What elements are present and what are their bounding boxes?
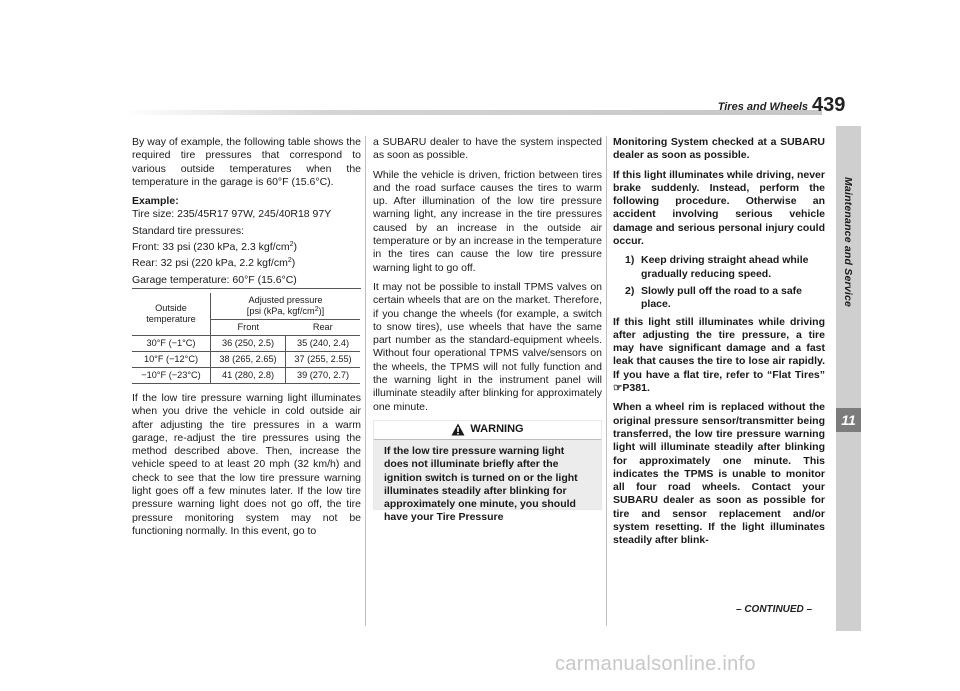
wheel-rim-paragraph: When a wheel rim is replaced without the original pressure sensor/transmitter being transferred, the low tire pressure warning light will illuminate steadily after blinking for approximately one minute. This indicates the TPMS is unable to monitor all four road wheels. Contact your SUBARU dealer as soon as possible for tire and sensor replacement and/or system resetting. If the light illuminates steadily after blink- [613,401,825,547]
dealer-paragraph: a SUBARU dealer to have the system inspected as soon as possible. [373,136,602,162]
page-reference-link[interactable]: P381. [622,382,650,395]
table-header-outside: Outside temperature [132,293,211,336]
tire-size: Tire size: 235/45R17 97W, 245/40R18 97Y [132,208,332,221]
monitoring-paragraph: Monitoring System checked at a SUBARU dealer as soon as possible. [613,136,825,162]
example-label: Example: [132,195,179,208]
tpms-valves-paragraph: It may not be possible to install TPMS valves on certain wheels that are on the market. Therefore, if you change the wheels (for example, a switch to snow tires), use wheels that have the same part number as the standard-equipment wheels. Without four operational TPMS valve/sensors on the wheels, the TPMS will not fully function and the warning light in the instrument panel will illuminate steadily after blinking for approximately one minute. [373,280,602,413]
chapter-number: 11 [836,408,861,432]
warning-header [374,421,601,440]
column-left [132,136,361,544]
intro-paragraph: By way of example, the following table shows the required tire pressures that correspond to various outside temperatures when the temperature in the garage is 60°F (15.6°C). [132,136,361,188]
column-right [613,136,825,554]
table-header-adjusted: Adjusted pressure [psi (kPa, kgf/$cm^2$)] [211,293,361,320]
reference-icon: ☞ [613,382,623,395]
standard-pressures-label: Standard tire pressures: [132,224,245,237]
warning-triangle-icon [451,423,465,436]
warning-title: WARNING [470,423,524,436]
list-item: 2) Slowly pull off the road to a safe place. [625,284,803,311]
table-header-front: Front [211,319,286,335]
section-title: Tires and Wheels [717,101,808,113]
flat-tire-paragraph: If this light still illuminates while driving after adjusting the tire pressure, a tire may have significant damage and a fast leak that causes the tire to lose air rapidly. If you have a flat tire, refer to “Flat Tires” ☞P381. [613,315,825,395]
friction-paragraph: While the vehicle is driven, friction between tires and the road surface causes the tires to warm up. After illumination of the low tire pressure warning light, any increase in the tire pressures caused by an increase in the outside air temperature or by an increase in the temperature in the tires can cause the low tire pressure warning light to go off. [373,168,602,274]
column-divider [365,136,366,626]
column-divider [606,136,607,626]
page-number: 439 [812,94,846,116]
warning-text: If the low tire pressure warning light does not illuminate briefly after the ignition switch is turned on or the light illuminates steadily after blinking for approximately one minute, you should have your Tire Pressure [384,444,578,524]
list-item: 1) Keep driving straight ahead while gradually reducing speed. [625,254,809,280]
watermark: carmanualsonline.info [555,653,756,675]
table-row: −10°F (−23°C) 41 (280, 2.8) 39 (270, 2.7) [132,367,360,383]
warning-box [373,420,602,524]
pressure-table [132,293,360,384]
brake-paragraph: If this light illuminates while driving, never brake suddenly. Instead, perform the following procedure. Otherwise an accident involving serious vehicle damage and serious personal injury could occur. [613,168,825,248]
front-pressure: Front: 33 psi (230 kPa, 2.3 kgf/$cm^2$) [132,241,297,254]
continued-label: – CONTINUED – [736,604,813,615]
rear-pressure: Rear: 32 psi (220 kPa, 2.2 kgf/$cm^2$) [132,257,296,270]
column-middle [373,136,602,524]
table-row: 30°F (−1°C) 36 (250, 2.5) 35 (240, 2.4) [132,335,360,351]
table-row: 10°F (−12°C) 38 (265, 2.65) 37 (255, 2.55) [132,351,360,367]
side-tab-label: Maintenance and Service [842,176,854,308]
cold-weather-paragraph: If the low tire pressure warning light illuminates when you drive the vehicle in cold outside air after adjusting the tire pressures in a warm garage, re-adjust the tire pressures using the method described above. Then, increase the vehicle speed to at least 20 mph (32 km/h) and check to see that the low tire pressure warning light goes off a few minutes later. If the low tire pressure warning light does not go off, the tire pressure monitoring system may not be functioning normally. In this event, go to [132,391,361,537]
garage-temperature: Garage temperature: 60°F (15.6°C) [132,274,361,289]
table-header-rear: Rear [286,319,360,335]
